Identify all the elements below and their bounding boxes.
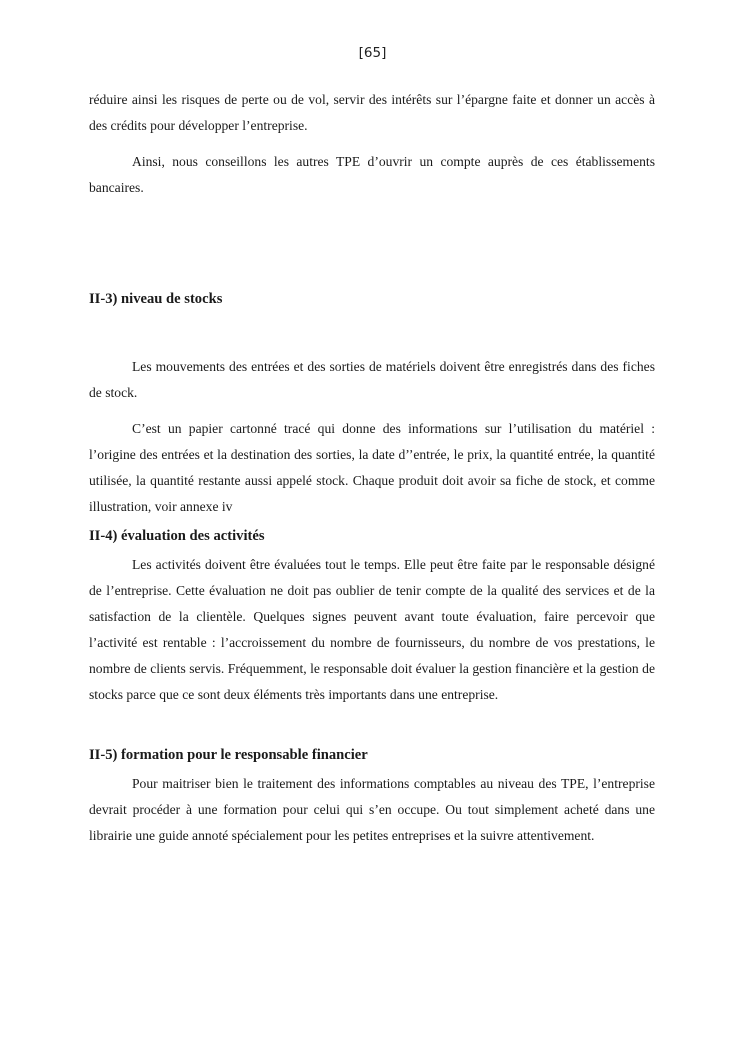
paragraph-recommendation: Ainsi, nous conseillons les autres TPE d’ouvrir un compte auprès de ces établissements bancaires. <box>89 154 655 195</box>
document-body <box>89 87 655 849</box>
paragraph-training: Pour maitriser bien le traitement des informations comptables au niveau des TPE, l’entreprise devrait procéder à une formation pour celui qui s’en occupe. Ou tout simplement acheté dans une librairie une guide annoté spécialement pour les petites entreprises et la suivre attentivement. <box>89 776 655 843</box>
section-heading-evaluation: II-4) évaluation des activités <box>89 528 265 544</box>
paragraph-stock-card: C’est un papier cartonné tracé qui donne des informations sur l’utilisation du matériel : l’origine des entrées et la destination des sorties, la date d’’entrée, le prix, la quantité entrée, la quantité utilisée, la quantité restante aussi appelé stock. Chaque produit doit avoir sa fiche de stock, et comme illustration, voir annexe iv <box>89 421 655 514</box>
paragraph-continuation: réduire ainsi les risques de perte ou de vol, servir des intérêts sur l’épargne faite et donner un accès à des crédits pour développer l’entreprise. <box>89 92 655 133</box>
page-number: [65] <box>358 45 387 61</box>
paragraph-stock-movements: Les mouvements des entrées et des sorties de matériels doivent être enregistrés dans des fiches de stock. <box>89 359 655 400</box>
section-heading-training: II-5) formation pour le responsable financier <box>89 747 368 763</box>
section-heading-stocks: II-3) niveau de stocks <box>89 291 223 307</box>
paragraph-evaluation: Les activités doivent être évaluées tout le temps. Elle peut être faite par le responsable désigné de l’entreprise. Cette évaluation ne doit pas oublier de tenir compte de la qualité des services et de la satisfaction de la clientèle. Quelques signes peuvent avant toute évaluation, faire percevoir que l’activité est rentable : l’accroissement du nombre de fournisseurs, du nombre de vos prestations, le nombre de clients servis. Fréquemment, le responsable doit évaluer la gestion financière et la gestion de stocks parce que ce sont deux éléments très importants dans une entreprise. <box>89 557 655 702</box>
